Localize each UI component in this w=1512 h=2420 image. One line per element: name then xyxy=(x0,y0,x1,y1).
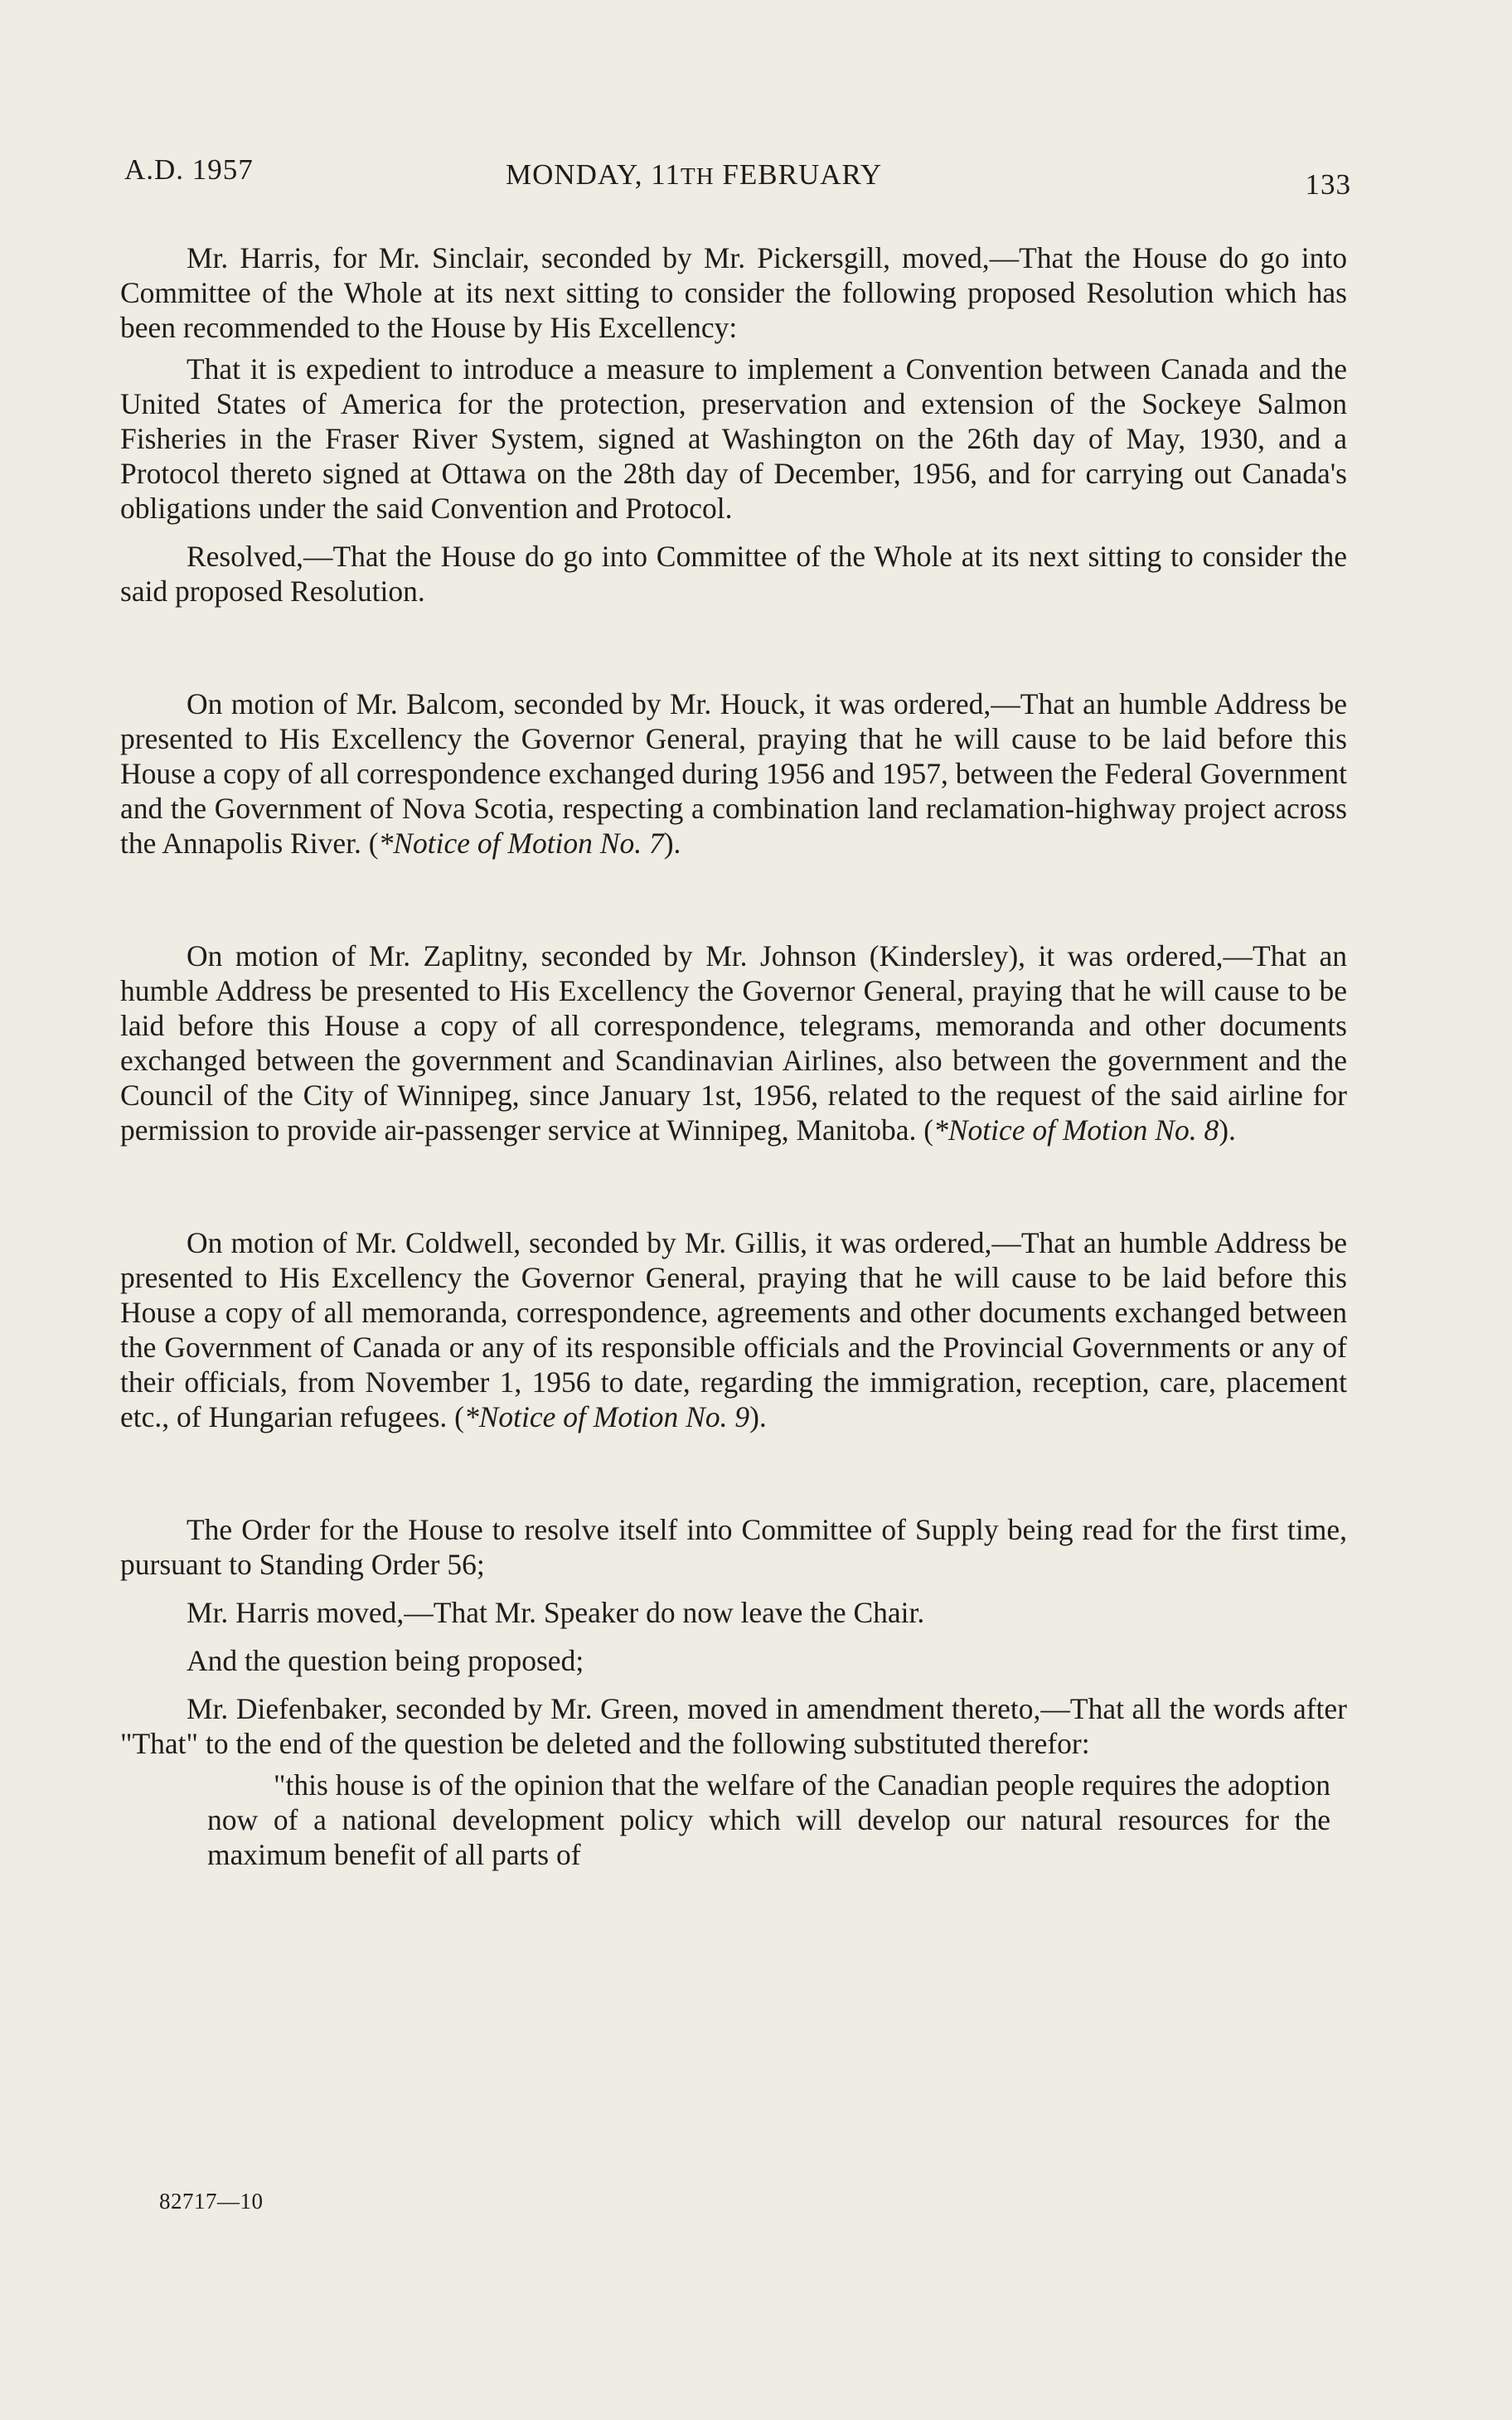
paragraph-order-supply: The Order for the House to resolve itself into Committee of Supply being read for the first time, pursuant to Standing Order 56; xyxy=(120,1513,1347,1581)
header-year: A.D. 1957 xyxy=(124,153,254,186)
header-date-prefix: MONDAY, 11 xyxy=(506,158,681,191)
paragraph-motion-harris: Mr. Harris, for Mr. Sinclair, seconded by Mr. Pickersgill, moved,—That the House do go into Committee of the Whole at its next sitting to consider the following proposed Resolution which has been recommended to the House by His Excellency: xyxy=(120,241,1347,344)
paragraph-harris-moved: Mr. Harris moved,—That Mr. Speaker do now leave the Chair. xyxy=(187,1596,925,1629)
paragraph-coldwell-motion xyxy=(120,1225,1347,1434)
balcom-text: On motion of Mr. Balcom, seconded by Mr. Houck, it was ordered,—That an humble Address be presented to His Excellency the Governor General, praying that he will cause to be laid before this House a copy of all correspondence exchanged during 1956 and 1957, between the Federal Government and the Government of Nova Scotia, respecting a combination land reclamation-highway project across the Annapolis River. ( xyxy=(120,687,1347,860)
paragraph-resolved: Resolved,—That the House do go into Committee of the Whole at its next sitting to consider the said proposed Resolution. xyxy=(120,540,1347,608)
paragraph-amendment-quote: "this house is of the opinion that the welfare of the Canadian people requires the adoption now of a national development policy which will develop our natural resources for the maximum benefit of all parts of xyxy=(207,1768,1330,1871)
paragraph-diefenbaker-amendment: Mr. Diefenbaker, seconded by Mr. Green, moved in amendment thereto,—That all the words after "That" to the end of the question be deleted and the following substituted therefor: xyxy=(120,1692,1347,1760)
zaplitny-notice: *Notice of Motion No. 8 xyxy=(933,1113,1219,1147)
zaplitny-end: ). xyxy=(1219,1113,1236,1147)
page-number: 133 xyxy=(1305,168,1351,201)
balcom-notice: *Notice of Motion No. 7 xyxy=(378,827,664,860)
paragraph-resolution-text: That it is expedient to introduce a measure to implement a Convention between Canada and the United States of America for the protection, preservation and extension of the Sockeye Salmon Fisheries in the Fraser River System, signed at Washington on the 26th day of May, 1930, and a Protocol thereto signed at Ottawa on the 28th day of December, 1956, and for carrying out Canada's obligations under the said Convention and Protocol. xyxy=(120,352,1347,525)
printer-code: 82717—10 xyxy=(159,2189,264,2214)
page-header xyxy=(124,153,1351,201)
coldwell-notice: *Notice of Motion No. 9 xyxy=(463,1400,750,1433)
paragraph-question-proposed: And the question being proposed; xyxy=(187,1644,584,1677)
paragraph-zaplitny-motion xyxy=(120,938,1347,1147)
paragraph-balcom-motion xyxy=(120,686,1347,861)
balcom-end: ). xyxy=(663,827,681,860)
coldwell-text: On motion of Mr. Coldwell, seconded by Mr. Gillis, it was ordered,—That an humble Address be presented to His Excellency the Governor General, praying that he will cause to be laid before this House a copy of all memoranda, correspondence, agreements and other documents exchanged between the Government of Canada or any of its responsible officials and the Provincial Governments or any of their officials, from November 1, 1956 to date, regarding the immigration, reception, care, placement etc., of Hungarian refugees. ( xyxy=(120,1226,1347,1433)
header-date xyxy=(506,158,882,192)
coldwell-end: ). xyxy=(749,1400,767,1433)
header-date-suffix-sc: TH xyxy=(680,163,715,190)
journal-body xyxy=(120,240,1347,1872)
header-date-suffix: FEBRUARY xyxy=(714,158,883,191)
zaplitny-text: On motion of Mr. Zaplitny, seconded by Mr. Johnson (Kindersley), it was ordered,—That an humble Address be presented to His Excellency the Governor General, praying that he will cause to be laid before this House a copy of all correspondence, telegrams, memoranda and other documents exchanged between the government and Scandinavian Airlines, also between the government and the Council of the City of Winnipeg, since January 1st, 1956, related to the request of the said airline for permission to provide air-passenger service at Winnipeg, Manitoba. ( xyxy=(120,939,1347,1147)
